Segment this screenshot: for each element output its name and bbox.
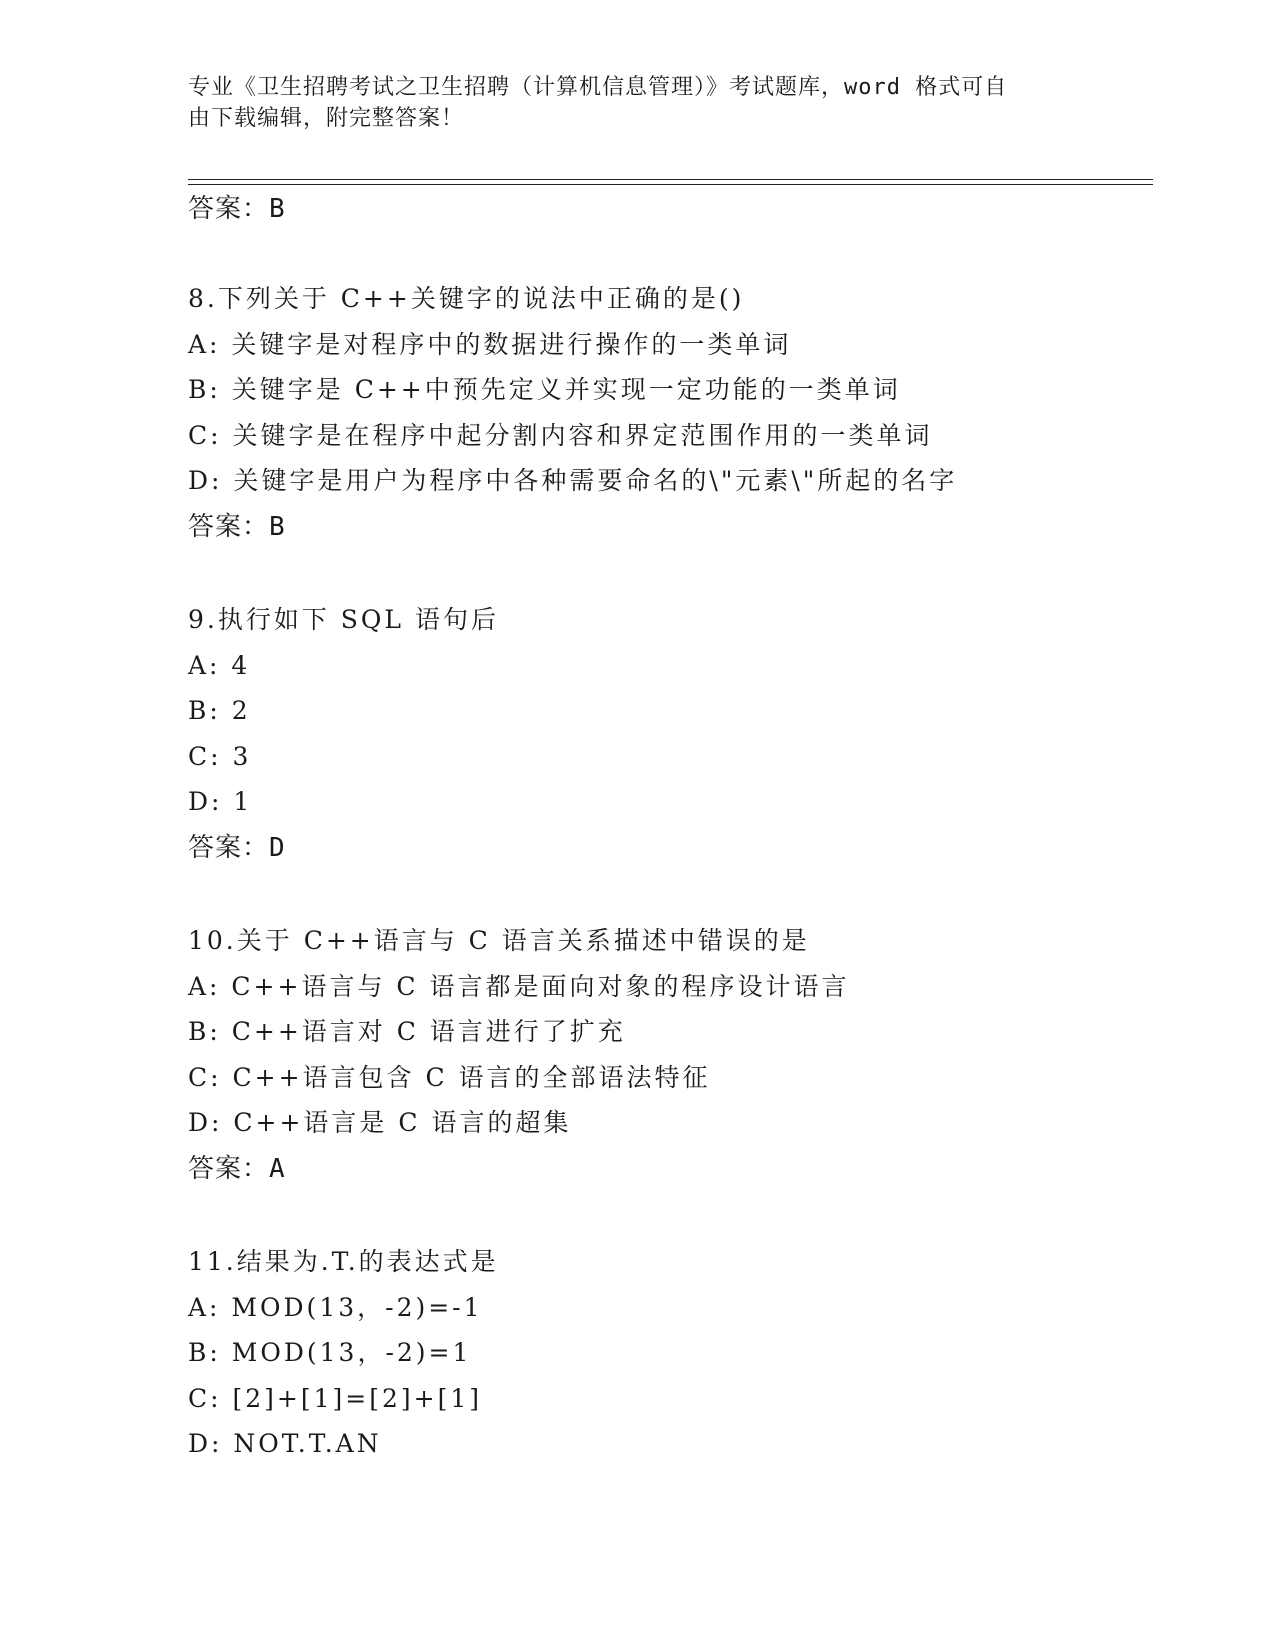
- option-c: C: C++语言包含 C 语言的全部语法特征: [188, 1062, 711, 1092]
- header-rule-thin: [188, 184, 1153, 185]
- question-10-block: [188, 918, 1168, 1192]
- option-c: C: 关键字是在程序中起分割内容和界定范围作用的一类单词: [188, 420, 933, 450]
- option-a: A: C++语言与 C 语言都是面向对象的程序设计语言: [188, 971, 850, 1001]
- answer-label: 答案：A: [188, 1153, 286, 1184]
- question-text: 8.下列关于 C++关键字的说法中正确的是(): [188, 284, 745, 313]
- option-d: D: 关键字是用户为程序中各种需要命名的\"元素\"所起的名字: [188, 466, 958, 495]
- option-c: C: [2]+[1]=[2]+[1]: [188, 1383, 482, 1413]
- header-rule-thick: [188, 179, 1153, 180]
- option-b: B: C++语言对 C 语言进行了扩充: [188, 1017, 626, 1046]
- answer-label: 答案：B: [188, 511, 286, 542]
- option-d: D: C++语言是 C 语言的超集: [188, 1108, 572, 1137]
- option-c: C: 3: [188, 741, 252, 771]
- question-text: 10.关于 C++语言与 C 语言关系描述中错误的是: [188, 926, 810, 955]
- option-b: B: MOD(13，-2)=1: [188, 1338, 472, 1367]
- option-b: B: 关键字是 C++中预先定义并实现一定功能的一类单词: [188, 375, 901, 404]
- option-d: D: NOT.T.AN: [188, 1429, 382, 1458]
- question-11-block: [188, 1239, 1168, 1467]
- option-a: A: 关键字是对程序中的数据进行操作的一类单词: [188, 329, 792, 359]
- option-a: A: 4: [188, 650, 251, 680]
- question-text: 11.结果为.T.的表达式是: [188, 1247, 499, 1276]
- option-a: A: MOD(13，-2)=-1: [188, 1292, 483, 1322]
- question-9-block: [188, 597, 1168, 871]
- option-b: B: 2: [188, 696, 251, 725]
- answer-label: 答案：B: [188, 194, 286, 224]
- previous-answer-block: [188, 186, 1168, 232]
- header-line-1: 专业《卫生招聘考试之卫生招聘（计算机信息管理）》考试题库，word 格式可自: [188, 75, 1008, 100]
- document-header: [188, 72, 1068, 134]
- header-line-2: 由下载编辑，附完整答案！: [188, 106, 465, 131]
- question-8-block: [188, 276, 1168, 550]
- question-text: 9.执行如下 SQL 语句后: [188, 605, 499, 634]
- option-d: D: 1: [188, 787, 253, 816]
- answer-label: 答案：D: [188, 832, 286, 863]
